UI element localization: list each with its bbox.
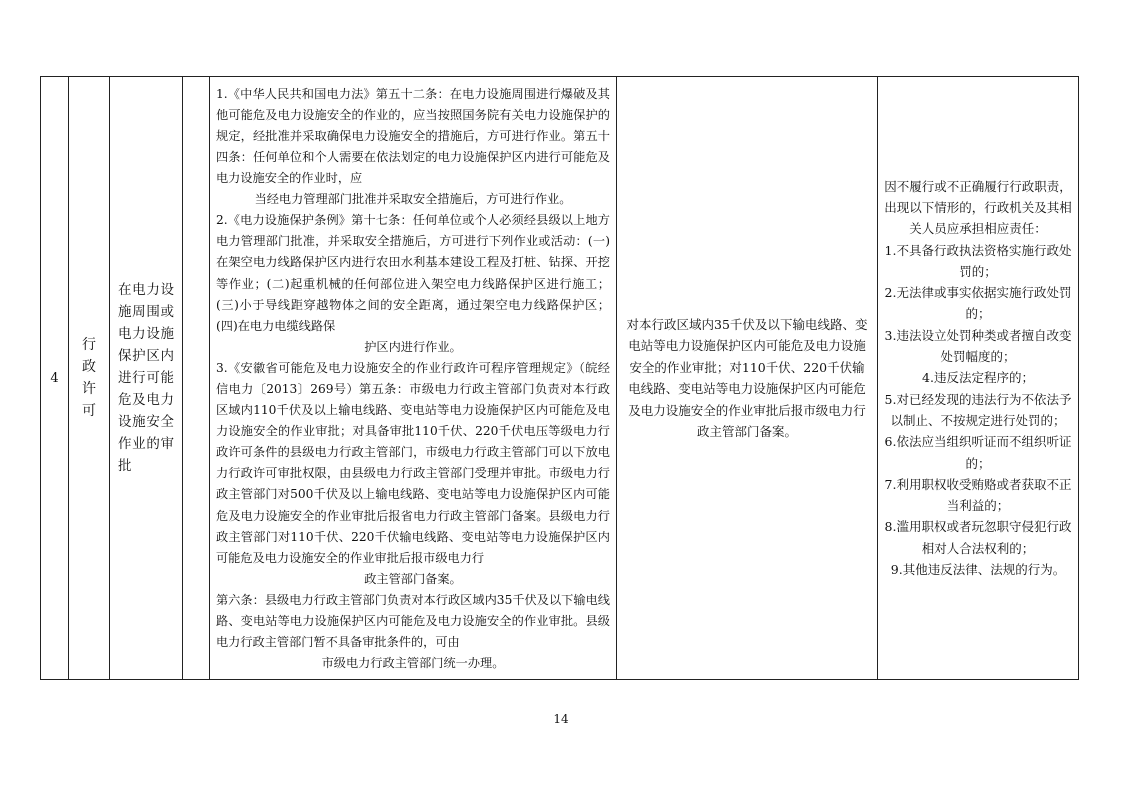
legal-basis-paragraph: 3.《安徽省可能危及电力设施安全的作业行政许可程序管理规定》（皖经信电力〔2013〕269号）第五条：市级电力行政主管部门负责对本行政区域内110千伏及以上输电线路、变电站等电力设施保护区内可能危及电力设施安全的作业审批；对具备审批110千伏、220千伏电压等级电力行政许可条件的县级电力行政主管部门，市级电力行政主管部门可以下放电力行政许可审批权限，由县级电力行政主管部门受理并审批。市级电力行政主管部门对500千伏及以上输电线路、变电站等电力设施保护区内可能危及电力设施安全的作业审批后报省电力行政主管部门备案。县级电力行政主管部门对110千伏、220千伏输电线路、变电站等电力设施保护区内可能危及电力设施安全的作业审批后报市级电力行	[216, 360, 610, 565]
legal-basis-paragraph: 政主管部门备案。	[364, 571, 462, 586]
responsibility-intro: 因不履行或不正确履行行政职责，出现以下情形的，行政机关及其相关人员应承担相应责任：	[884, 178, 1072, 237]
scope-text: 对本行政区域内35千伏及以下输电线路、变电站等电力设施保护区内可能危及电力设施安全的作业审批；对110千伏、220千伏输电线路、变电站等电力设施保护区内可能危及电力设施安全的作业审批后报市级电力行政主管部门备案。	[626, 316, 868, 439]
legal-basis-paragraph: 1.《中华人民共和国电力法》第五十二条：在电力设施周围进行爆破及其他可能危及电力设施安全的作业的，应当按照国务院有关电力设施保护的规定，经批准并采取确保电力设施安全的措施后，方可进行作业。第五十四条：任何单位和个人需要在依法划定的电力设施保护区内进行可能危及电力设施安全的作业时，应	[216, 86, 610, 186]
legal-basis-paragraph: 第六条：县级电力行政主管部门负责对本行政区域内35千伏及以下输电线路、变电站等电力设施保护区内可能危及电力设施安全的作业审批。县级电力行政主管部门暂不具备审批条件的，可由	[216, 592, 610, 650]
page-number: 14	[553, 712, 569, 726]
responsibility-item: 8.滥用职权或者玩忽职守侵犯行政相对人合法权利的；	[884, 519, 1072, 556]
legal-basis-cell	[210, 77, 617, 680]
category-cell	[69, 77, 110, 680]
responsibility-item: 6.依法应当组织听证而不组织听证的；	[884, 434, 1072, 471]
responsibility-item: 5.对已经发现的违法行为不依法予以制止、不按规定进行处罚的；	[884, 391, 1072, 428]
scope-cell	[617, 77, 878, 680]
legal-basis-paragraph: 当经电力管理部门批准并采取安全措施后，方可进行作业。	[254, 192, 572, 207]
power-facility-permit-table	[40, 76, 1079, 680]
responsibility-item: 9.其他违反法律、法规的行为。	[890, 562, 1066, 578]
legal-basis-paragraph: 2.《电力设施保护条例》第十七条：任何单位或个人必须经县级以上地方电力管理部门批准，并采取安全措施后，方可进行下列作业或活动：(一)在架空电力线路保护区内进行农田水利基本建设工程及打桩、钻探、开挖等作业；(二)起重机械的任何部位进入架空电力线路保护区进行施工；(三)小于导线距穿越物体之间的安全距离，通过架空电力线路保护区；(四)在电力电缆线路保	[216, 213, 610, 333]
responsibility-item: 4.违反法定程序的；	[922, 370, 1034, 386]
legal-basis-text	[210, 82, 616, 675]
category-text: 行政许可	[82, 337, 96, 419]
responsibility-item: 7.利用职权收受贿赂或者获取不正当利益的；	[884, 476, 1072, 514]
table-row	[41, 77, 1079, 680]
item-name-cell	[110, 77, 183, 680]
responsibility-item: 2.无法律或事实依据实施行政处罚的；	[884, 285, 1072, 322]
item-name: 在电力设施周围或电力设施保护区内进行可能危及电力设施安全作业的审批	[118, 282, 174, 474]
row-number: 4	[41, 77, 69, 680]
responsibility-cell	[878, 77, 1079, 680]
legal-basis-paragraph: 护区内进行作业。	[364, 339, 462, 354]
responsibility-text	[878, 176, 1078, 581]
responsibility-item: 1.不具备行政执法资格实施行政处罚的；	[884, 242, 1072, 279]
blank-cell	[183, 77, 210, 680]
responsibility-item: 3.违法设立处罚种类或者擅自改变处罚幅度的；	[884, 327, 1072, 365]
legal-basis-paragraph: 市级电力行政主管部门统一办理。	[321, 656, 505, 671]
